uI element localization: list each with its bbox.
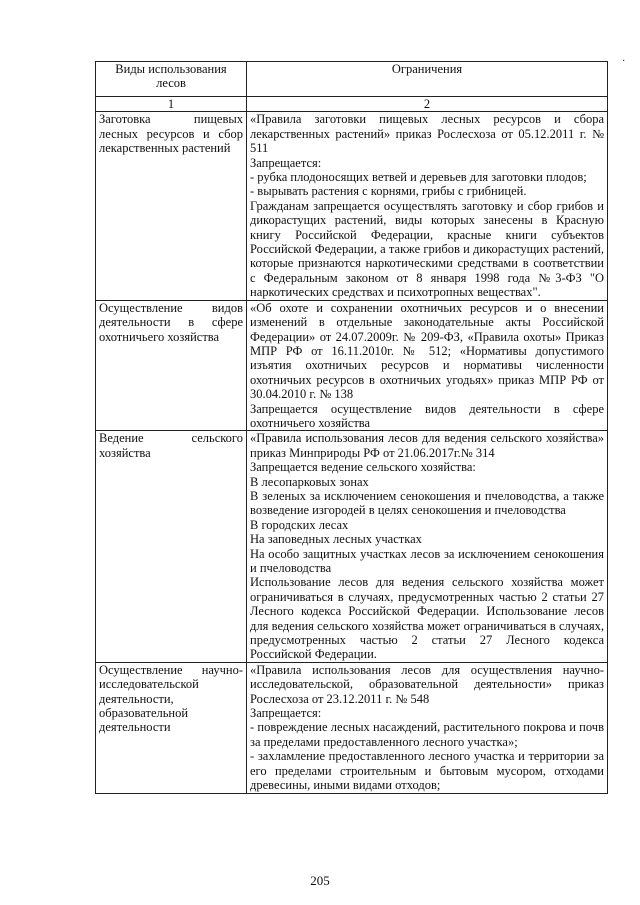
restriction-line: - рубка плодоносящих ветвей и деревьев для заготовки плодов; <box>250 170 587 185</box>
restriction-line: Запрещается: <box>250 155 322 170</box>
usage-type-cell: Ведение сельского хозяйства <box>96 431 247 663</box>
header-num-1: 1 <box>96 97 247 112</box>
usage-type-cell: Осуществление видов деятельности в сфере охотничьего хозяйства <box>96 300 247 431</box>
restriction-line: - вырывать растения с корнями, грибы с грибницей. <box>250 184 527 199</box>
restriction-line: На заповедных лесных участках <box>250 532 422 547</box>
header-usage-types: Виды использования лесов <box>96 62 247 97</box>
header-restrictions: Ограничения <box>247 62 608 97</box>
restriction-line: «Об охоте и сохранении охотничьих ресурсов и о внесении изменений в отдельные законодательные акты Российской Федерации» от 24.07.2009г. № 209-ФЗ, «Правила охоты» Приказ МПР РФ от 16.11.2010г. № 512; «Нормативы допустимого изъятия охотничьих ресурсов и нормативы численности охотничьих ресурсов в охотничьих угодьях» приказ МПР РФ от 30.04.2010 г. № 138 <box>250 300 604 402</box>
restriction-line: Запрещается ведение сельского хозяйства: <box>250 460 476 475</box>
restrictions-cell <box>247 431 608 663</box>
table-row <box>96 431 608 663</box>
restriction-line: В лесопарковых зонах <box>250 474 369 489</box>
table-row <box>96 300 608 431</box>
restriction-line: Использование лесов для ведения сельского хозяйства может ограничиваться в случаях, предусмотренных частью 2 статьи 27 Лесного кодекса Российской Федерации. Использование лесов для ведения сельского хозяйства может ограничиваться в случаях, предусмотренных частью 2 статьи 27 Лесного кодекса Российской Федерации. <box>250 575 604 662</box>
restrictions-cell <box>247 112 608 300</box>
table-header-row <box>96 62 608 97</box>
usage-type-cell: Заготовка пищевых лесных ресурсов и сбор лекарственных растений <box>96 112 247 300</box>
restriction-line: В городских лесах <box>250 517 349 532</box>
restriction-line: В зеленых за исключением сенокошения и пчеловодства, а также возведение изгородей в целях сенокошения и пчеловодства <box>250 488 604 518</box>
table-number-row <box>96 97 608 112</box>
header-num-2: 2 <box>247 97 608 112</box>
restriction-line: «Правила заготовки пищевых лесных ресурсов и сбора лекарственных растений» приказ Рослесхоза от 05.12.2011 г. № 511 <box>250 112 604 156</box>
page-number: 205 <box>310 873 330 888</box>
usage-type-cell: Осуществление научно-исследовательской деятельности, образовательной деятельности <box>96 662 247 793</box>
table-row <box>96 112 608 300</box>
restriction-line: Запрещается осуществление видов деятельности в сфере охотничьего хозяйства <box>250 401 604 430</box>
restrictions-table <box>95 61 608 794</box>
restriction-line: Гражданам запрещается осуществлять заготовку и сбор грибов и дикорастущих растений, виды которых занесены в Красную книгу Российской Федерации, красные книги субъектов Российской Федерации, а также грибов и дикорастущих растений, которые признаются наркотическими средствами в соответствии с Федеральным законом от 8 января 1998 года №3-ФЗ "О наркотических средствах и психотропных веществах". <box>250 198 604 300</box>
restriction-line: - повреждение лесных насаждений, растительного покрова и почв за пределами предоставленного лесного участка»; <box>250 720 604 749</box>
restrictions-cell <box>247 300 608 431</box>
restriction-line: «Правила использования лесов для ведения сельского хозяйства» приказ Минприроды РФ от 21.06.2017г.№ 314 <box>250 431 604 460</box>
restriction-line: «Правила использования лесов для осуществления научно-исследовательской, образовательной деятельности» приказ Рослесхоза от 23.12.2011 г. № 548 <box>250 662 604 706</box>
restriction-line: Запрещается: <box>250 706 322 721</box>
restrictions-cell <box>247 662 608 793</box>
restriction-line: - захламление предоставленного лесного участка и территории за его пределами строительным и бытовым мусором, отходами древесины, иными видами отходов; <box>250 749 604 793</box>
table-row <box>96 662 608 793</box>
restriction-line: На особо защитных участках лесов за исключением сенокошения и пчеловодства <box>250 546 604 575</box>
corner-mark: · <box>622 56 626 67</box>
